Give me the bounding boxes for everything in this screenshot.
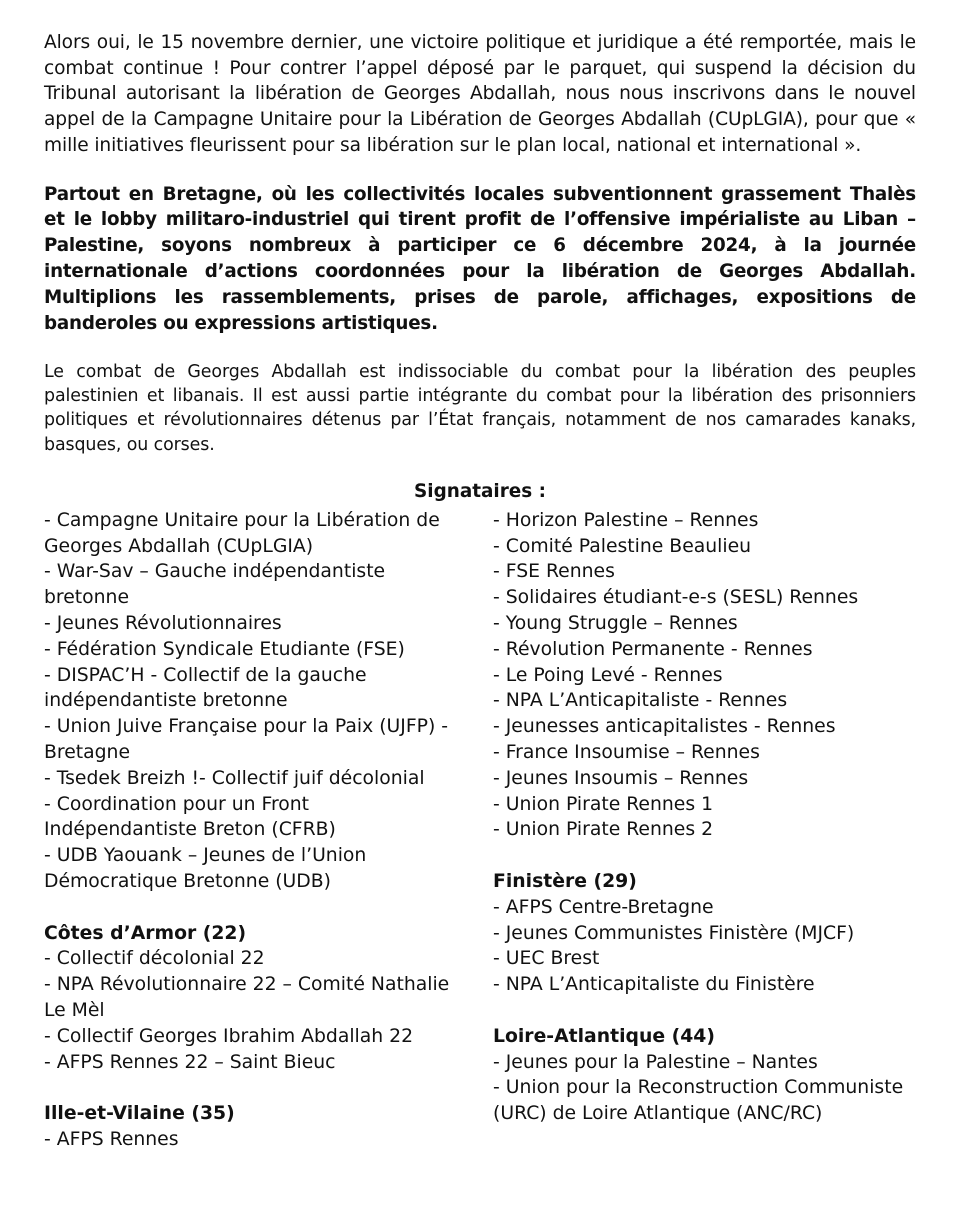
signatories-heading: Signataires : — [414, 480, 546, 502]
signatories-left-column — [44, 508, 464, 1153]
signatory-item: - Jeunes Communistes Finistère (MJCF) — [493, 922, 855, 944]
document-page — [44, 30, 916, 1208]
signatory-item: - Coordination pour un Front Indépendantiste Breton (CFRB) — [44, 793, 336, 841]
signatory-item: - UEC Brest — [493, 948, 600, 970]
intro-paragraph: Alors oui, le 15 novembre dernier, une victoire politique et juridique a été remportée, mais le combat continue ! Pour contrer l’appel déposé par le parquet, qui suspend la décision du Tribunal autorisant la libération de Georges Abdallah, nous nous inscrivons dans le nouvel appel de la Campagne Unitaire pour la Libération de Georges Abdallah (CUpLGIA), pour que « mille initiatives fleurissent pour sa libération sur le plan local, national et international ». — [44, 32, 916, 156]
signatory-item: - NPA L’Anticapitaliste - Rennes — [493, 690, 788, 712]
signatory-item: - NPA L’Anticapitaliste du Finistère — [493, 974, 815, 996]
signatory-item: - Collectif Georges Ibrahim Abdallah 22 — [44, 1025, 414, 1047]
finistere-signatories-list — [493, 895, 916, 998]
signatory-item: - Le Poing Levé - Rennes — [493, 664, 723, 686]
signatory-item: - UDB Yaouank – Jeunes de l’Union Démocratique Bretonne (UDB) — [44, 845, 367, 892]
region-title-loire-atlantique: Loire-Atlantique (44) — [493, 1025, 715, 1047]
signatory-item: - Jeunes Révolutionnaires — [44, 612, 282, 634]
signatory-item: - Solidaires étudiant-e-s (SESL) Rennes — [493, 587, 859, 609]
signatory-item: - War-Sav – Gauche indépendantiste bretonne — [44, 561, 386, 609]
signatory-item: - AFPS Rennes 22 – Saint Bieuc — [44, 1051, 336, 1073]
ille-et-vilaine-signatories-list — [44, 1127, 464, 1153]
signatory-item: - AFPS Centre-Bretagne — [493, 896, 714, 918]
signatories-right-column — [493, 508, 916, 1127]
signatory-item: - Révolution Permanente - Rennes — [493, 638, 813, 660]
signatory-item: - Union Pirate Rennes 2 — [493, 819, 714, 841]
solidarity-paragraph: Le combat de Georges Abdallah est indissociable du combat pour la libération des peuples palestinien et libanais. Il est aussi partie intégrante du combat pour la libération des prisonniers politiques et révolutionnaires détenus par l’État français, notamment de nos camarades kanaks, basques, ou corses. — [44, 361, 916, 455]
signatory-item: - France Insoumise – Rennes — [493, 741, 760, 763]
call-to-action-paragraph: Partout en Bretagne, où les collectivités locales subventionnent grassement Thalès et le lobby militaro-industriel qui tirent profit de l’offensive impérialiste au Liban – Palestine, soyons nombreux à participer ce 6 décembre 2024, à la journée internationale d’actions coordonnées pour la libération de Georges Abdallah. Multiplions les rassemblements, prises de parole, affichages, expositions de banderoles ou expressions artistiques. — [44, 183, 916, 335]
signatory-item: - Union pour la Reconstruction Communiste (URC) de Loire Atlantique (ANC/RC) — [493, 1077, 904, 1125]
signatory-item: - NPA Révolutionnaire 22 – Comité Nathalie Le Mèl — [44, 974, 450, 1021]
signatory-item: - Collectif décolonial 22 — [44, 948, 265, 970]
signatory-item: - Campagne Unitaire pour la Libération de Georges Abdallah (CUpLGIA) — [44, 509, 440, 557]
signatory-item: - DISPAC’H - Collectif de la gauche indépendantiste bretonne — [44, 664, 367, 712]
signatory-item: - Fédération Syndicale Etudiante (FSE) — [44, 638, 405, 660]
region-title-ille-et-vilaine: Ille-et-Vilaine (35) — [44, 1103, 235, 1125]
signatory-item: - Jeunesses anticapitalistes - Rennes — [493, 716, 836, 738]
signatory-item: - Tsedek Breizh !- Collectif juif décolonial — [44, 767, 425, 789]
signatory-item: - Horizon Palestine – Rennes — [493, 509, 759, 531]
region-title-cotes-darmor: Côtes d’Armor (22) — [44, 922, 247, 944]
signatory-item: - Comité Palestine Beaulieu — [493, 535, 752, 557]
signatories-columns — [44, 508, 916, 1208]
signatory-item: - FSE Rennes — [493, 561, 615, 583]
signatory-item: - AFPS Rennes — [44, 1128, 179, 1150]
loire-atlantique-signatories-list — [493, 1050, 916, 1127]
cotes-darmor-signatories-list — [44, 946, 464, 1075]
signatory-item: - Jeunes Insoumis – Rennes — [493, 767, 749, 789]
general-signatories-list — [44, 508, 464, 895]
region-title-finistere: Finistère (29) — [493, 870, 637, 892]
signatory-item: - Young Struggle – Rennes — [493, 612, 738, 634]
signatory-item: - Union Pirate Rennes 1 — [493, 793, 714, 815]
rennes-signatories-list — [493, 508, 916, 843]
signatory-item: - Jeunes pour la Palestine – Nantes — [493, 1051, 818, 1073]
signatory-item: - Union Juive Française pour la Paix (UJFP) - Bretagne — [44, 716, 449, 763]
